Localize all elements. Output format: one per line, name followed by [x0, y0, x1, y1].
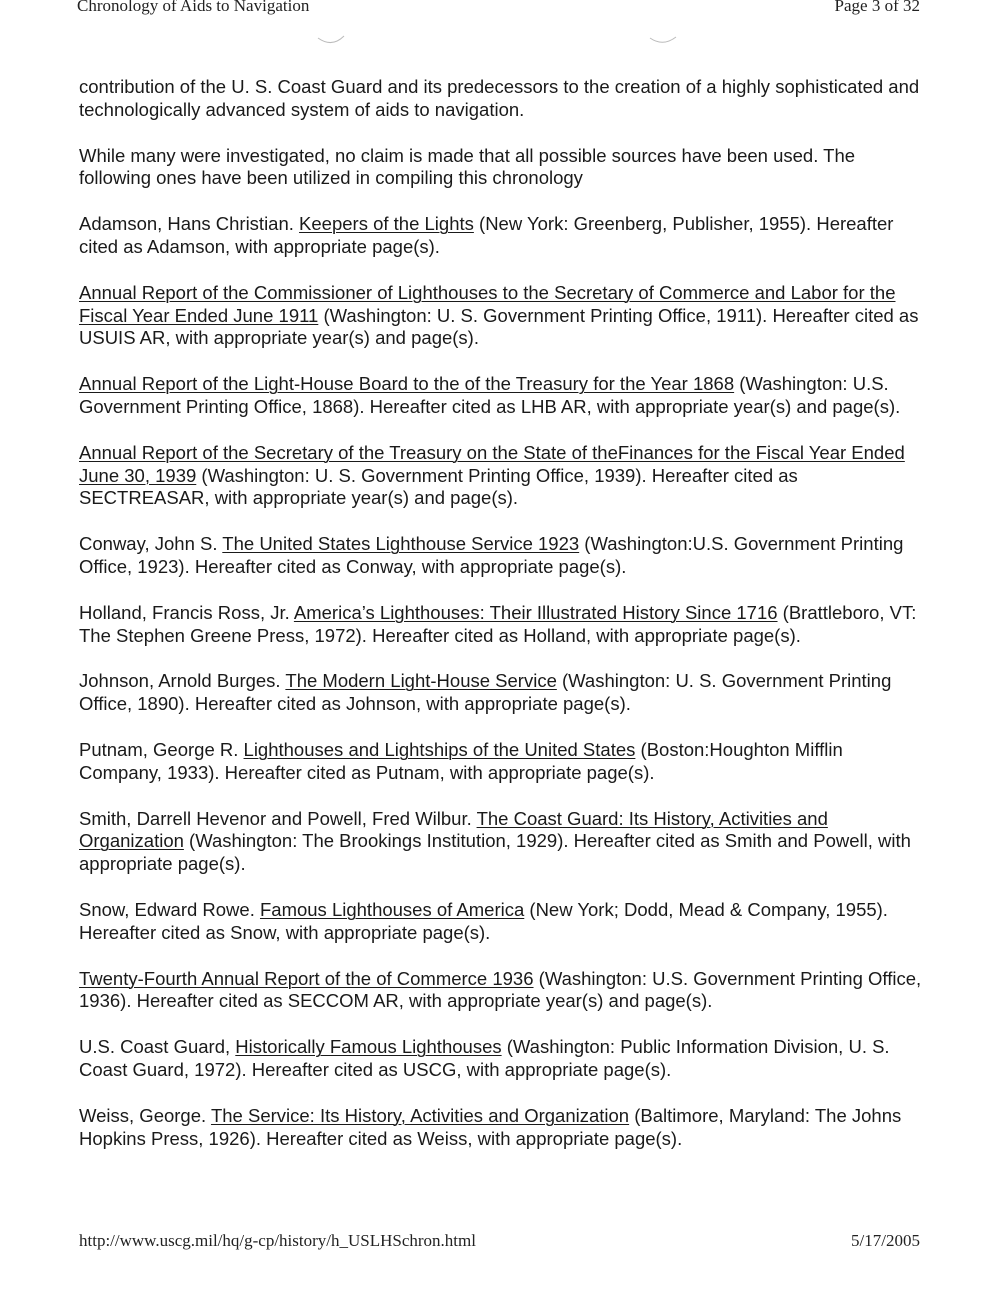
reference-entry — [79, 282, 929, 350]
reference-title: The Coast Guard: Its History, Activities and Organization — [79, 807, 828, 852]
reference-author: Holland, Francis Ross, Jr. — [79, 601, 294, 623]
page-number: Page 3 of 32 — [834, 0, 920, 15]
reference-details: (Washington: U. S. Government Printing Office, 1911). Hereafter cited as USUIS AR, with appropriate year(s) and page(s). — [79, 304, 919, 349]
reference-details: (Washington: The Brookings Institution, 1929). Hereafter cited as Smith and Powell, with appropriate page(s). — [79, 830, 911, 875]
header-title: Chronology of Aids to Navigation — [77, 0, 310, 15]
reference-author: Putnam, George R. — [79, 738, 244, 760]
reference-details: (Boston:Houghton Mifflin Company, 1933). Hereafter cited as Putnam, with appropriate page(s). — [79, 738, 843, 783]
reference-details: (Washington: U. S. Government Printing Office, 1890). Hereafter cited as Johnson, with appropriate page(s). — [79, 670, 892, 715]
reference-author: Conway, John S. — [79, 533, 223, 555]
footer-date: 5/17/2005 — [851, 1231, 920, 1250]
reference-entry — [79, 533, 929, 579]
reference-author: Weiss, George. — [79, 1104, 211, 1126]
reference-entry — [79, 373, 929, 419]
scan-marks — [0, 0, 992, 60]
reference-title: Lighthouses and Lightships of the United States — [243, 738, 636, 760]
reference-title: Historically Famous Lighthouses — [235, 1036, 502, 1058]
reference-details: (Washington: U. S. Government Printing Office, 1939). Hereafter cited as SECTREASAR, with appropriate year(s) and page(s). — [79, 464, 798, 509]
reference-details: (Washington: U.S. Government Printing Office, 1936). Hereafter cited as SECCOM AR, with appropriate year(s) and page(s). — [79, 967, 922, 1012]
reference-title: Keepers of the Lights — [299, 213, 474, 235]
reference-details: (New York; Dodd, Mead & Company, 1955). Hereafter cited as Snow, with appropriate page(s). — [79, 898, 888, 943]
reference-entry — [79, 739, 929, 785]
reference-entry — [79, 968, 929, 1014]
reference-entry — [79, 213, 929, 259]
reference-entry — [79, 1105, 929, 1151]
reference-author: Snow, Edward Rowe. — [79, 898, 260, 920]
reference-details: (Washington:U.S. Government Printing Office, 1923). Hereafter cited as Conway, with appropriate page(s). — [79, 533, 904, 577]
reference-title: America’s Lighthouses: Their Illustrated History Since 1716 — [293, 601, 778, 623]
reference-details: (New York: Greenberg, Publisher, 1955). Hereafter cited as Adamson, with appropriate page(s). — [79, 213, 894, 257]
reference-title: The Service: Its History, Activities and Organization — [210, 1104, 630, 1126]
reference-title: Twenty-Fourth Annual Report of the of Commerce 1936 — [79, 967, 534, 989]
reference-entry — [79, 442, 929, 510]
reference-details: (Washington: U.S. Government Printing Office, 1868). Hereafter cited as LHB AR, with appropriate year(s) and page(s). — [79, 373, 901, 417]
reference-author: Adamson, Hans Christian. — [79, 213, 300, 235]
reference-author: Smith, Darrell Hevenor and Powell, Fred Wilbur. — [79, 807, 477, 829]
footer-url: http://www.uscg.mil/hq/g-cp/history/h_USLHSchron.html — [79, 1231, 476, 1250]
intro-paragraph-1: contribution of the U. S. Coast Guard and its predecessors to the creation of a highly sophisticated and technologically advanced system of aids to navigation. — [79, 76, 920, 120]
reference-entry — [79, 1036, 929, 1082]
reference-title: The United States Lighthouse Service 1923 — [222, 533, 580, 555]
reference-author: Johnson, Arnold Burges. — [79, 670, 286, 692]
reference-entry — [79, 899, 929, 945]
reference-title: Annual Report of the Light-House Board to the of the Treasury for the Year 1868 — [79, 373, 735, 395]
reference-details: (Washington: Public Information Division, U. S. Coast Guard, 1972). Hereafter cited as USCG, with appropriate page(s). — [79, 1036, 890, 1080]
reference-details: (Baltimore, Maryland: The Johns Hopkins Press, 1926). Hereafter cited as Weiss, with appropriate page(s). — [79, 1104, 902, 1149]
reference-title: Annual Report of the Commissioner of Lighthouses to the Secretary of Commerce and Labor for the Fiscal Year Ended June 1911 — [79, 281, 896, 326]
reference-author: U.S. Coast Guard, — [79, 1036, 236, 1058]
reference-details: (Brattleboro, VT: The Stephen Greene Press, 1972). Hereafter cited as Holland, with appropriate page(s). — [79, 601, 917, 646]
reference-entry — [79, 670, 929, 716]
reference-title: The Modern Light-House Service — [285, 670, 557, 692]
reference-title: Famous Lighthouses of America — [259, 898, 525, 920]
intro-paragraph-2: While many were investigated, no claim is made that all possible sources have been used. The following ones have been utilized in compiling this chronology — [79, 144, 856, 189]
reference-entry — [79, 602, 929, 648]
document-body — [79, 76, 929, 1173]
reference-title: Annual Report of the Secretary of the Treasury on the State of theFinances for the Fiscal Year Ended June 30, 1939 — [79, 441, 905, 486]
reference-entry — [79, 808, 929, 876]
